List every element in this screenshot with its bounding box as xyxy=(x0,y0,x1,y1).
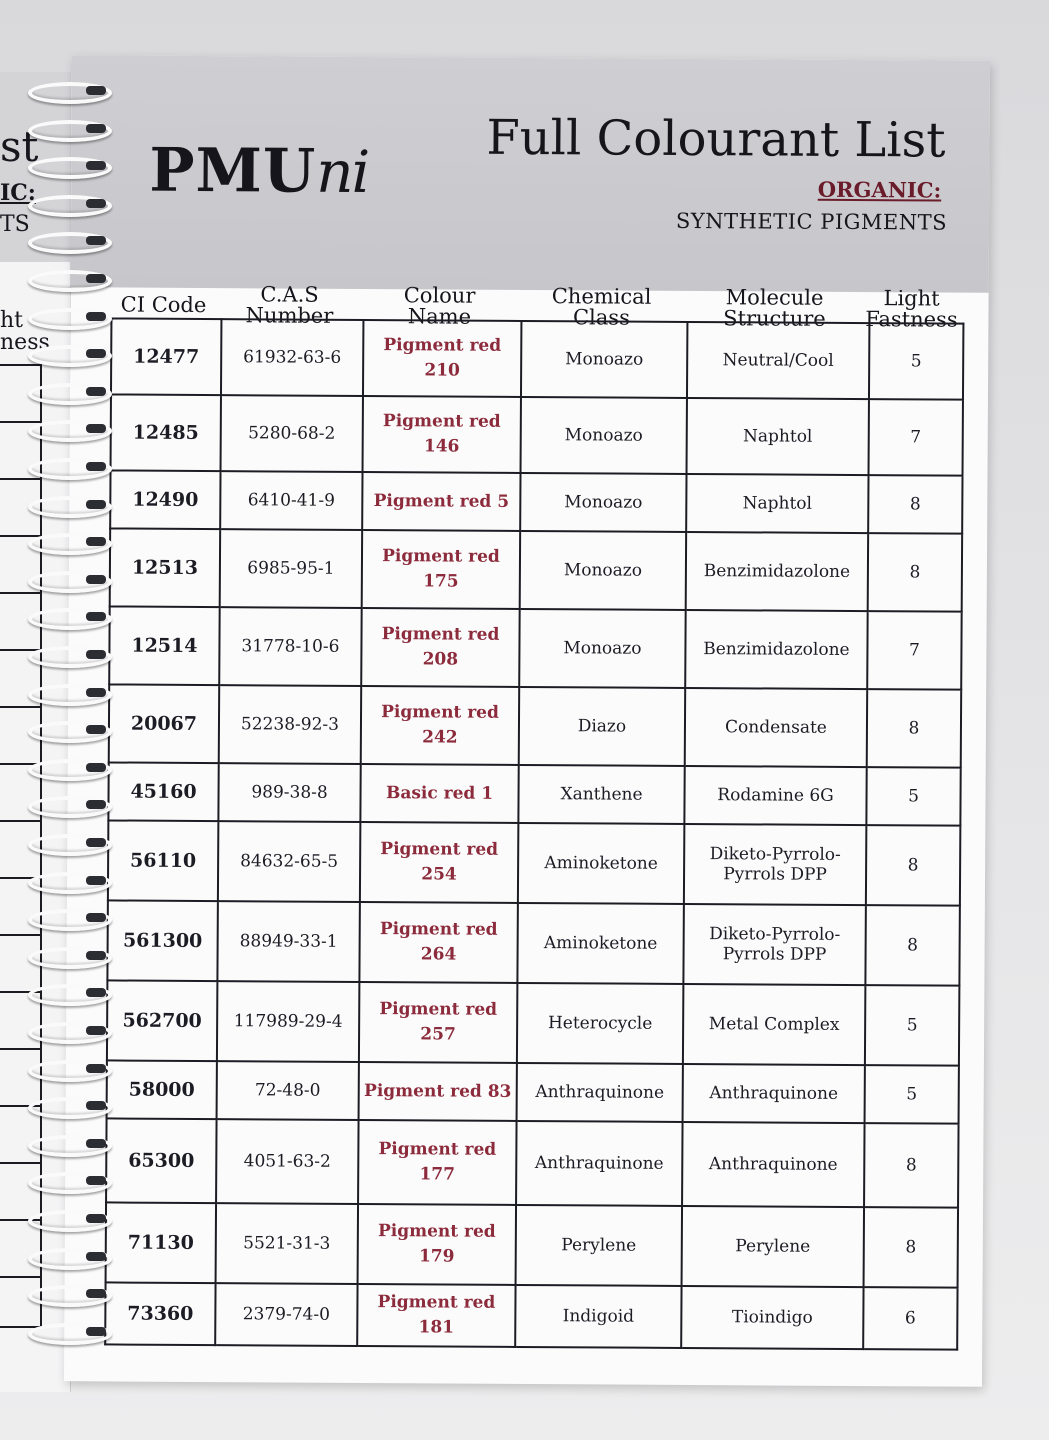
table-row xyxy=(107,980,959,1065)
binding-hole xyxy=(86,86,106,95)
cas-number-cell: 5521-31-3 xyxy=(216,1203,358,1284)
binding-hole xyxy=(86,1026,106,1035)
previous-page-column-fragment: ht ness xyxy=(0,308,50,355)
chemical-class-cell: Diazo xyxy=(519,687,685,766)
subcategory-heading: SYNTHETIC PIGMENTS xyxy=(675,208,948,235)
colour-name-cell: Pigment red 264 xyxy=(359,902,517,983)
ci-code-cell: 12477 xyxy=(111,318,221,395)
binding-hole xyxy=(86,763,106,772)
binding-hole xyxy=(86,424,106,433)
cas-number-cell: 4051-63-2 xyxy=(216,1119,359,1204)
column-header-molecule-structure: Molecule Structure xyxy=(723,285,826,331)
binding-hole xyxy=(86,349,106,358)
ci-code-cell: 561300 xyxy=(107,900,217,981)
chemical-class-cell: Monoazo xyxy=(521,397,687,474)
table-row xyxy=(105,1282,957,1349)
binding-hole xyxy=(86,500,106,509)
colour-name-cell: Pigment red 146 xyxy=(363,396,521,473)
ci-code-cell: 12514 xyxy=(109,606,219,685)
binding-hole xyxy=(86,124,106,133)
column-header-light-fastness: Light Fastness xyxy=(865,286,958,332)
molecule-structure-cell: Naphtol xyxy=(686,474,868,533)
cas-number-cell: 6985-95-1 xyxy=(220,529,362,608)
cas-number-cell: 117989-29-4 xyxy=(217,981,359,1062)
spiral-binding xyxy=(28,82,110,1352)
binding-hole xyxy=(86,161,106,170)
chemical-class-cell: Indigoid xyxy=(515,1285,681,1348)
molecule-structure-cell: Diketo-Pyrrolo- Pyrrols DPP xyxy=(683,904,865,985)
light-fastness-cell: 7 xyxy=(867,611,961,690)
table-row xyxy=(111,318,963,399)
colour-name-cell: Pigment red 179 xyxy=(358,1204,516,1285)
page-title: Full Colourant List xyxy=(486,109,946,169)
molecule-structure-cell: Anthraquinone xyxy=(683,1064,865,1123)
binding-hole xyxy=(86,800,106,809)
binding-hole xyxy=(86,1214,106,1223)
ci-code-cell: 71130 xyxy=(106,1202,216,1283)
colour-name-cell: Pigment red 177 xyxy=(358,1120,517,1205)
binding-hole xyxy=(86,575,106,584)
binding-hole xyxy=(86,274,106,283)
category-heading: ORGANIC: xyxy=(817,176,942,203)
light-fastness-cell: 5 xyxy=(865,985,959,1066)
previous-page-line-fragment: TS xyxy=(0,212,30,237)
logo-bold-text: PMU xyxy=(149,135,317,207)
table-row xyxy=(106,1202,958,1287)
ci-code-cell: 58000 xyxy=(107,1060,217,1119)
ci-code-cell: 65300 xyxy=(106,1118,217,1203)
colour-name-cell: Basic red 1 xyxy=(360,764,518,823)
cas-number-cell: 989-38-8 xyxy=(218,763,360,822)
table-row xyxy=(106,1118,958,1207)
chemical-class-cell: Anthraquinone xyxy=(516,1121,683,1206)
binding-hole xyxy=(86,537,106,546)
chemical-class-cell: Monoazo xyxy=(520,473,686,532)
chemical-class-cell: Perylene xyxy=(516,1205,682,1286)
previous-page-title-fragment: st xyxy=(0,122,39,171)
table-row xyxy=(111,394,963,475)
molecule-structure-cell: Benzimidazolone xyxy=(685,610,867,689)
binding-hole xyxy=(86,951,106,960)
colour-name-cell: Pigment red 257 xyxy=(359,982,517,1063)
colour-name-cell: Pigment red 83 xyxy=(359,1062,517,1121)
ci-code-cell: 56110 xyxy=(108,820,218,901)
table-row xyxy=(108,820,960,905)
binding-hole xyxy=(86,1064,106,1073)
binding-hole xyxy=(86,650,106,659)
binding-hole xyxy=(86,1176,106,1185)
cas-number-cell: 31778-10-6 xyxy=(219,607,361,686)
molecule-structure-cell: Condensate xyxy=(685,688,867,767)
chemical-class-cell: Heterocycle xyxy=(517,983,683,1064)
chemical-class-cell: Monoazo xyxy=(521,321,687,398)
cas-number-cell: 52238-92-3 xyxy=(219,685,361,764)
binding-hole xyxy=(86,1327,106,1336)
table-row xyxy=(108,762,960,825)
binding-hole xyxy=(86,387,106,396)
previous-page-subtitle-fragment: IC: xyxy=(0,180,36,206)
light-fastness-cell: 8 xyxy=(867,689,961,768)
cas-number-cell: 2379-74-0 xyxy=(215,1283,357,1346)
chemical-class-cell: Monoazo xyxy=(519,609,685,688)
binding-hole xyxy=(86,838,106,847)
column-header-chemical-class: Chemical Class xyxy=(551,284,652,330)
ci-code-cell: 73360 xyxy=(105,1282,215,1345)
light-fastness-cell: 8 xyxy=(868,475,962,534)
table-row xyxy=(107,900,959,985)
binding-hole xyxy=(86,1289,106,1298)
ci-code-cell: 12513 xyxy=(110,528,220,607)
cas-number-cell: 6410-41-9 xyxy=(220,471,362,530)
molecule-structure-cell: Tioindigo xyxy=(681,1286,863,1349)
ci-code-cell: 562700 xyxy=(107,980,217,1061)
light-fastness-cell: 8 xyxy=(864,1123,959,1208)
chemical-class-cell: Aminoketone xyxy=(518,823,684,904)
light-fastness-cell: 5 xyxy=(866,767,960,826)
molecule-structure-cell: Perylene xyxy=(682,1206,864,1287)
binding-hole xyxy=(86,1139,106,1148)
light-fastness-cell: 8 xyxy=(868,533,962,612)
cas-number-cell: 5280-68-2 xyxy=(221,395,363,472)
cas-number-cell: 72-48-0 xyxy=(217,1061,359,1120)
table-row xyxy=(109,684,961,767)
cas-number-cell: 61932-63-6 xyxy=(221,319,363,396)
light-fastness-cell: 6 xyxy=(863,1287,957,1350)
molecule-structure-cell: Benzimidazolone xyxy=(686,532,868,611)
colour-name-cell: Pigment red 254 xyxy=(360,822,518,903)
binding-hole xyxy=(86,988,106,997)
ci-code-cell: 20067 xyxy=(109,684,219,763)
binding-hole xyxy=(86,462,106,471)
colour-name-cell: Pigment red 175 xyxy=(362,530,520,609)
ci-code-cell: 12485 xyxy=(111,394,221,471)
cas-number-cell: 84632-65-5 xyxy=(218,821,360,902)
binding-hole xyxy=(86,312,106,321)
chemical-class-cell: Xanthene xyxy=(518,765,684,824)
logo-script-text: ni xyxy=(316,137,369,207)
column-header-colour-name: Colour Name xyxy=(403,283,476,329)
molecule-structure-cell: Neutral/Cool xyxy=(687,322,869,399)
light-fastness-cell: 8 xyxy=(864,1207,958,1288)
column-header-cas-number: C.A.S Number xyxy=(245,282,334,328)
binding-hole xyxy=(86,199,106,208)
binding-hole xyxy=(86,876,106,885)
light-fastness-cell: 5 xyxy=(869,323,963,400)
colour-name-cell: Pigment red 208 xyxy=(361,608,519,687)
chemical-class-cell: Aminoketone xyxy=(517,903,683,984)
table-row xyxy=(107,1060,959,1123)
colour-name-cell: Pigment red 5 xyxy=(362,472,520,531)
table-row xyxy=(110,470,962,533)
colourant-list-page xyxy=(64,55,990,1387)
binding-hole xyxy=(86,1252,106,1261)
ci-code-cell: 45160 xyxy=(108,762,218,821)
light-fastness-cell: 5 xyxy=(865,1065,959,1124)
light-fastness-cell: 7 xyxy=(869,399,963,476)
binding-hole xyxy=(86,236,106,245)
binding-hole xyxy=(86,1101,106,1110)
colour-name-cell: Pigment red 210 xyxy=(363,320,521,397)
molecule-structure-cell: Rodamine 6G xyxy=(684,766,866,825)
chemical-class-cell: Anthraquinone xyxy=(517,1063,683,1122)
cas-number-cell: 88949-33-1 xyxy=(217,901,359,982)
colourant-table xyxy=(104,317,964,1350)
column-header-ci-code: CI Code xyxy=(120,292,207,317)
light-fastness-cell: 8 xyxy=(866,825,960,906)
molecule-structure-cell: Naphtol xyxy=(687,398,869,475)
table-row xyxy=(110,528,962,611)
chemical-class-cell: Monoazo xyxy=(520,531,686,610)
pmuni-logo xyxy=(149,136,368,207)
binding-hole xyxy=(86,688,106,697)
binding-hole xyxy=(86,612,106,621)
colour-name-cell: Pigment red 242 xyxy=(361,686,519,765)
light-fastness-cell: 8 xyxy=(865,905,959,986)
colour-name-cell: Pigment red 181 xyxy=(357,1284,515,1347)
binding-hole xyxy=(86,913,106,922)
ci-code-cell: 12490 xyxy=(110,470,220,529)
binding-hole xyxy=(86,725,106,734)
molecule-structure-cell: Metal Complex xyxy=(683,984,865,1065)
table-row xyxy=(109,606,961,689)
molecule-structure-cell: Diketo-Pyrrolo- Pyrrols DPP xyxy=(684,824,866,905)
molecule-structure-cell: Anthraquinone xyxy=(682,1122,865,1207)
